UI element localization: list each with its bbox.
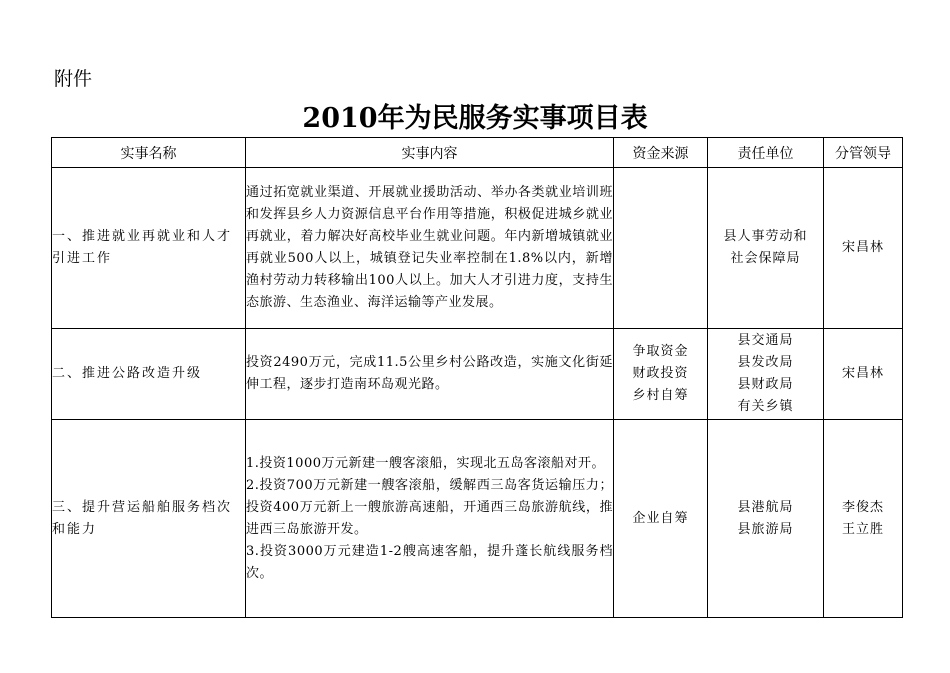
funding-line: 争取资金 bbox=[632, 344, 689, 359]
project-table bbox=[51, 137, 903, 618]
unit-line: 社会保障局 bbox=[730, 251, 801, 266]
leader-line: 李俊杰 bbox=[841, 499, 884, 515]
unit-line: 县交通局 bbox=[737, 333, 794, 348]
project-name: 三、提升营运船舶服务档次和能力 bbox=[52, 420, 246, 618]
unit-line: 县财政局 bbox=[737, 377, 794, 392]
unit-line: 县旅游局 bbox=[737, 521, 794, 537]
header-unit: 责任单位 bbox=[708, 138, 824, 168]
content-paragraph: 1.投资1000万元新建一艘客滚船，实现北五岛客滚船对开。 bbox=[246, 455, 605, 471]
content-paragraph: 3.投资3000万元建造1-2艘高速客船，提升蓬长航线服务档次。 bbox=[246, 543, 613, 581]
content-paragraph: 通过拓宽就业渠道、开展就业援助活动、举办各类就业培训班和发挥县乡人力资源信息平台作用等措施，积极促进城乡就业再就业，着力解决好高校毕业生就业问题。年内新增城镇就业再就业500人以上，城镇登记失业率控制在1.8%以内，新增渔村劳动力转移输出100人以上。加大人才引进力度，支持生态旅游、生态渔业、海洋运输等产业发展。 bbox=[246, 185, 613, 310]
header-funding: 资金来源 bbox=[614, 138, 708, 168]
leader-line: 王立胜 bbox=[841, 521, 884, 537]
funding-line: 财政投资 bbox=[632, 366, 689, 381]
funding-line: 企业自筹 bbox=[632, 510, 689, 526]
funding-source bbox=[614, 420, 708, 618]
table-row bbox=[52, 329, 903, 420]
responsible-unit bbox=[708, 420, 824, 618]
project-name: 一、推进就业再就业和人才引进工作 bbox=[52, 168, 246, 329]
funding-source bbox=[614, 168, 708, 329]
content-paragraph: 投资2490万元，完成11.5公里乡村公路改造，实施文化街延伸工程，逐步打造南环岛观光路。 bbox=[246, 355, 613, 392]
content-paragraph: 2.投资700万元新建一艘客滚船，缓解西三岛客货运输压力；投资400万元新上一艘旅游高速船，开通西三岛旅游航线，推进西三岛旅游开发。 bbox=[246, 477, 613, 537]
leader bbox=[824, 420, 903, 618]
funding-source bbox=[614, 329, 708, 420]
header-leader: 分管领导 bbox=[824, 138, 903, 168]
leader-line: 宋昌林 bbox=[841, 240, 884, 255]
header-content: 实事内容 bbox=[246, 138, 614, 168]
funding-line: 乡村自筹 bbox=[632, 388, 689, 403]
unit-line: 县港航局 bbox=[737, 499, 794, 515]
document-title: 2010年为民服务实事项目表 bbox=[302, 103, 648, 134]
project-content bbox=[246, 420, 614, 618]
responsible-unit bbox=[708, 329, 824, 420]
leader-line: 宋昌林 bbox=[841, 366, 884, 381]
project-content bbox=[246, 168, 614, 329]
project-content bbox=[246, 329, 614, 420]
leader bbox=[824, 168, 903, 329]
project-name: 二、推进公路改造升级 bbox=[52, 329, 246, 420]
attachment-label: 附件 bbox=[54, 68, 93, 90]
unit-line: 县人事劳动和 bbox=[723, 229, 808, 244]
unit-line: 有关乡镇 bbox=[737, 399, 794, 414]
table-row bbox=[52, 420, 903, 618]
table-header-row bbox=[52, 138, 903, 168]
leader bbox=[824, 329, 903, 420]
unit-line: 县发改局 bbox=[737, 355, 794, 370]
table-row bbox=[52, 168, 903, 329]
responsible-unit bbox=[708, 168, 824, 329]
header-name: 实事名称 bbox=[52, 138, 246, 168]
